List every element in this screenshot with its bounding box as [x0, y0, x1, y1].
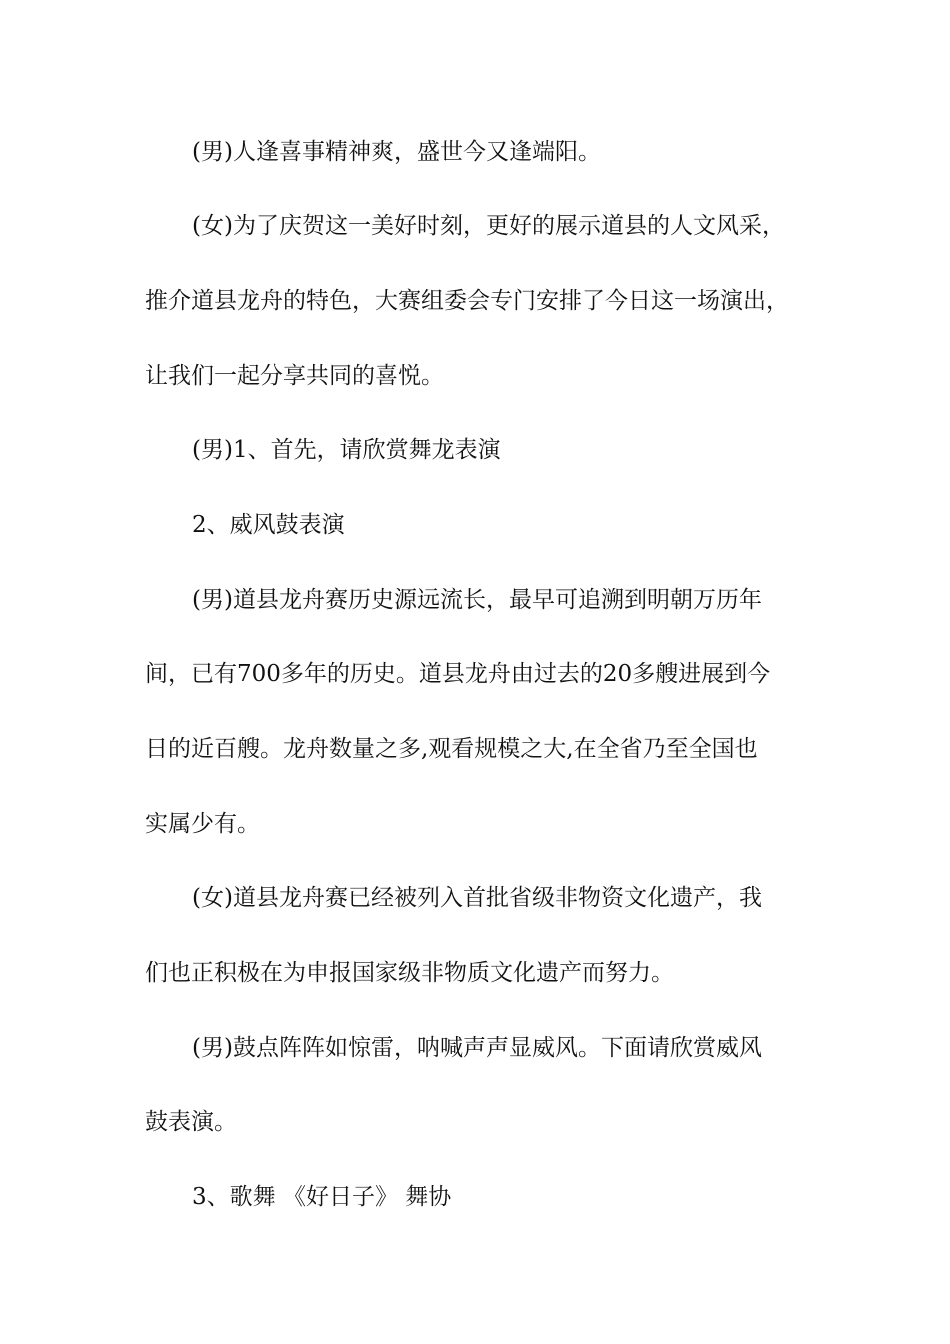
paragraph-line: (男)鼓点阵阵如惊雷，呐喊声声显威风。下面请欣赏威风 [192, 1035, 762, 1061]
paragraph-line: 日的近百艘。龙舟数量之多,观看规模之大,在全省乃至全国也 [145, 736, 758, 762]
paragraph-line: (女)为了庆贺这一美好时刻，更好的展示道县的人文风采， [192, 213, 785, 239]
paragraph-line: (女)道县龙舟赛已经被列入首批省级非物资文化遗产，我 [192, 885, 762, 911]
paragraph-line: 让我们一起分享共同的喜悦。 [145, 363, 444, 389]
paragraph-line: 鼓表演。 [145, 1109, 237, 1135]
paragraph-line: 间，已有700多年的历史。道县龙舟由过去的20多艘进展到今 [145, 661, 771, 687]
paragraph-line: 们也正积极在为申报国家级非物质文化遗产而努力。 [145, 960, 674, 986]
paragraph-line: (男)1、首先，请欣赏舞龙表演 [192, 437, 501, 463]
paragraph-line: (男)道县龙舟赛历史源远流长，最早可追溯到明朝万历年 [192, 587, 762, 613]
paragraph-line: 3、歌舞 《好日子》 舞协 [192, 1184, 452, 1210]
paragraph-line: 实属少有。 [145, 811, 260, 837]
paragraph-line: 推介道县龙舟的特色，大赛组委会专门安排了今日这一场演出， [145, 288, 789, 314]
paragraph-line: (男)人逢喜事精神爽，盛世今又逢端阳。 [192, 139, 601, 165]
paragraph-line: 2、威风鼓表演 [192, 512, 345, 538]
